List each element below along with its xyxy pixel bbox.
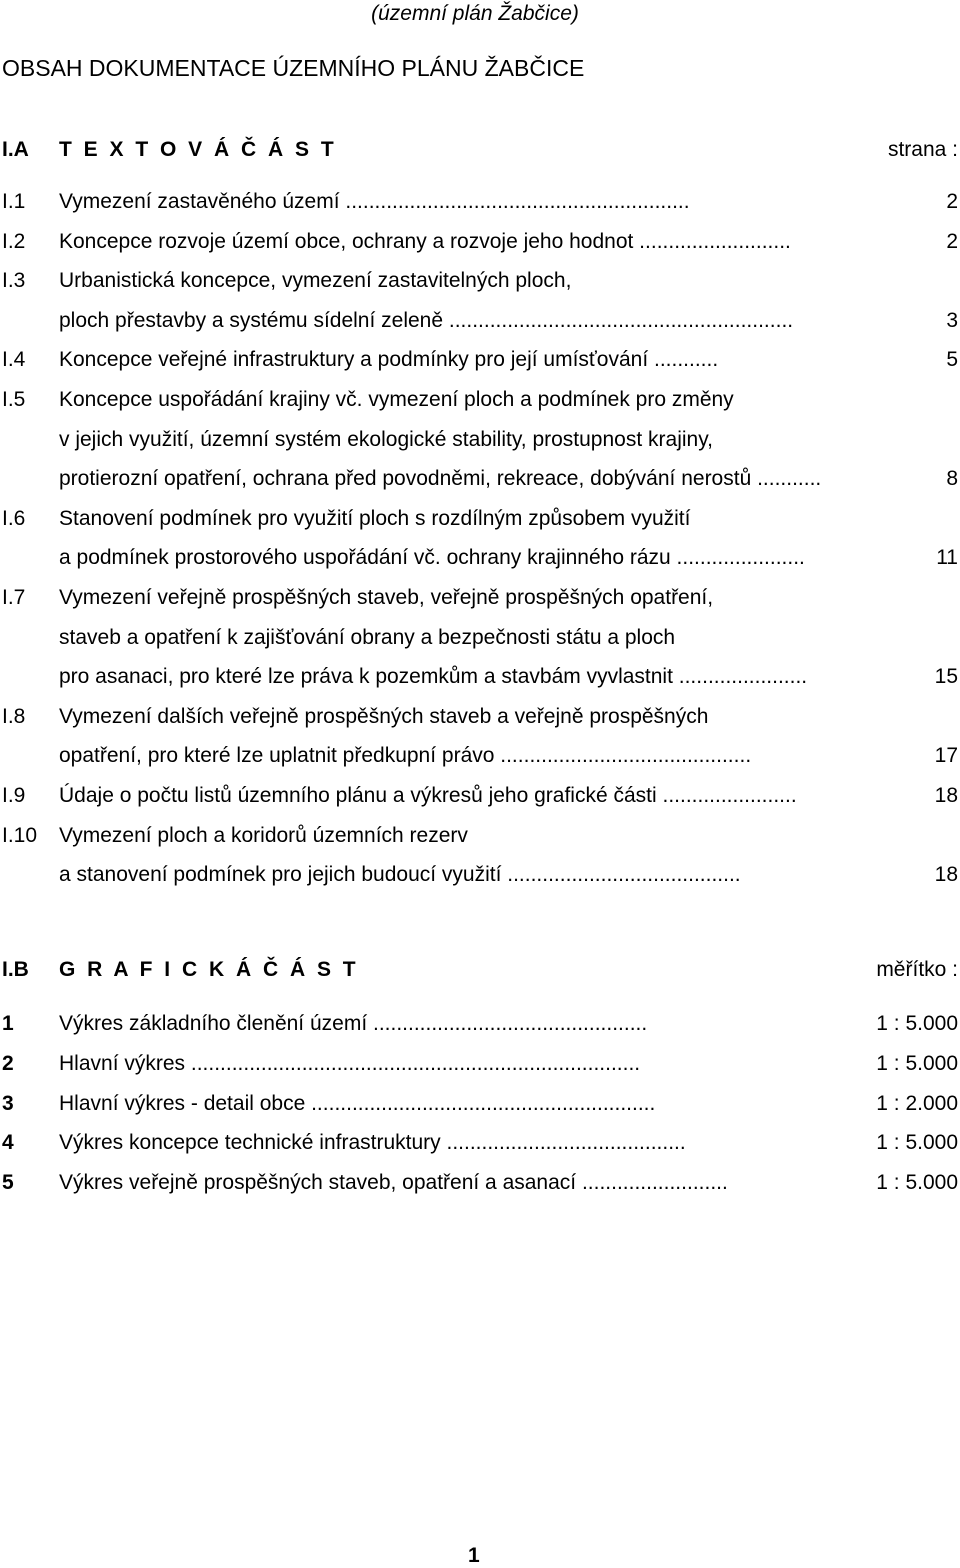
drawing-number: 2 [2, 1052, 14, 1075]
toc-entry-line [2, 784, 960, 814]
section-name: G R A F I C K Á Č Á S T [59, 958, 359, 981]
toc-entry-line [2, 626, 960, 656]
toc-entry-text: protierozní opatření, ochrana před povodněmi, rekreace, dobývání nerostů ........... [59, 467, 822, 490]
toc-entry-text: Koncepce rozvoje území obce, ochrany a rozvoje jeho hodnot .......................... [59, 230, 791, 253]
toc-entry-line [2, 428, 960, 458]
toc-entry-text: Údaje o počtu listů územního plánu a výkresů jeho grafické části ....................... [59, 784, 797, 807]
toc-entry-page: 3 [946, 309, 958, 332]
toc-entry-page: 15 [934, 665, 958, 688]
toc-entry-line [2, 665, 960, 695]
drawing-title: Výkres koncepce technické infrastruktury ......................................... [59, 1131, 686, 1154]
toc-entry-number: I.6 [2, 507, 26, 530]
toc-entry-line [2, 230, 960, 260]
toc-entry-line [2, 507, 960, 537]
toc-entry-text: Vymezení veřejně prospěšných staveb, veřejně prospěšných opatření, [59, 586, 714, 609]
drawing-scale: 1 : 5.000 [876, 1012, 958, 1035]
toc-entry-text: ploch přestavby a systému sídelní zeleně ........................................................... [59, 309, 794, 332]
document-title: OBSAH DOKUMENTACE ÚZEMNÍHO PLÁNU ŽABČICE [2, 55, 585, 81]
section-heading-textova [2, 138, 960, 168]
drawing-number: 1 [2, 1012, 14, 1035]
drawing-scale: 1 : 2.000 [876, 1092, 958, 1115]
toc-entry-page: 5 [946, 348, 958, 371]
toc-entry-text: v jejich využití, územní systém ekologické stability, prostupnost krajiny, [59, 428, 713, 451]
toc-entry-page: 8 [946, 467, 958, 490]
toc-entry-text: Vymezení dalších veřejně prospěšných staveb a veřejně prospěšných [59, 705, 709, 728]
toc-entry-line [2, 586, 960, 616]
toc-entry-page: 17 [934, 744, 958, 767]
drawing-scale: 1 : 5.000 [876, 1052, 958, 1075]
toc-entry-number: I.3 [2, 269, 26, 292]
toc-entry-page: 11 [936, 546, 958, 569]
toc-entry-line [2, 269, 960, 299]
toc-entry-text: staveb a opatření k zajišťování obrany a bezpečnosti státu a ploch [59, 626, 676, 649]
toc-entry-number: I.9 [2, 784, 26, 807]
section-name: T E X T O V Á Č Á S T [59, 138, 337, 161]
toc-entry-number: I.10 [2, 824, 38, 847]
toc-entry-text: a podmínek prostorového uspořádání vč. ochrany krajinného rázu ...................... [59, 546, 805, 569]
drawing-scale: 1 : 5.000 [876, 1131, 958, 1154]
toc-entry-page: 18 [934, 784, 958, 807]
section-heading-graficka [2, 958, 960, 988]
drawing-number: 3 [2, 1092, 14, 1115]
drawing-entry [2, 1131, 960, 1161]
toc-entry-text: Vymezení ploch a koridorů územních rezerv [59, 824, 468, 847]
toc-entry-number: I.8 [2, 705, 26, 728]
drawing-entry [2, 1171, 960, 1201]
header-note: (územní plán Žabčice) [371, 2, 579, 25]
toc-entry-text: Urbanistická koncepce, vymezení zastavitelných ploch, [59, 269, 572, 292]
toc-entry-line [2, 824, 960, 854]
drawing-number: 5 [2, 1171, 14, 1194]
drawing-title: Výkres základního členění území ............................................... [59, 1012, 648, 1035]
drawing-entry [2, 1092, 960, 1122]
toc-entry-text: opatření, pro které lze uplatnit předkupní právo ........................................... [59, 744, 752, 767]
toc-entry-line [2, 190, 960, 220]
drawing-title: Výkres veřejně prospěšných staveb, opatření a asanací ......................... [59, 1171, 728, 1194]
toc-entry-text: Vymezení zastavěného území ........................................................... [59, 190, 690, 213]
toc-entry-text: a stanovení podmínek pro jejich budoucí využití ........................................ [59, 863, 741, 886]
section-code: I.A [2, 138, 29, 161]
toc-entry-text: Stanovení podmínek pro využití ploch s rozdílným způsobem využití [59, 507, 691, 530]
toc-entry-number: I.7 [2, 586, 26, 609]
toc-entry-line [2, 388, 960, 418]
toc-entry-line [2, 467, 960, 497]
drawing-title: Hlavní výkres ............................................................................. [59, 1052, 641, 1075]
toc-entry-page: 2 [946, 230, 958, 253]
drawing-title: Hlavní výkres - detail obce ........................................................... [59, 1092, 656, 1115]
toc-entry-text: Koncepce uspořádání krajiny vč. vymezení ploch a podmínek pro změny [59, 388, 734, 411]
toc-entry-page: 18 [934, 863, 958, 886]
toc-entry-line [2, 309, 960, 339]
section-code: I.B [2, 958, 29, 981]
drawing-scale: 1 : 5.000 [876, 1171, 958, 1194]
drawing-entry [2, 1052, 960, 1082]
toc-entry-line [2, 546, 960, 576]
toc-entry-line [2, 348, 960, 378]
toc-entry-line [2, 744, 960, 774]
toc-entry-number: I.5 [2, 388, 26, 411]
toc-entry-text: Koncepce veřejné infrastruktury a podmínky pro její umísťování ........... [59, 348, 719, 371]
toc-entry-line [2, 863, 960, 893]
page-column-label: strana : [887, 138, 958, 161]
toc-entry-number: I.2 [2, 230, 26, 253]
toc-entry-number: I.4 [2, 348, 26, 371]
toc-entry-text: pro asanaci, pro které lze práva k pozemkům a stavbám vyvlastnit ...................... [59, 665, 808, 688]
toc-entry-page: 2 [946, 190, 958, 213]
scale-column-label: měřítko : [876, 958, 958, 981]
toc-entry-line [2, 705, 960, 735]
drawing-entry [2, 1012, 960, 1042]
toc-entry-number: I.1 [2, 190, 26, 213]
drawing-number: 4 [2, 1131, 14, 1154]
page-number: 1 [468, 1544, 480, 1567]
